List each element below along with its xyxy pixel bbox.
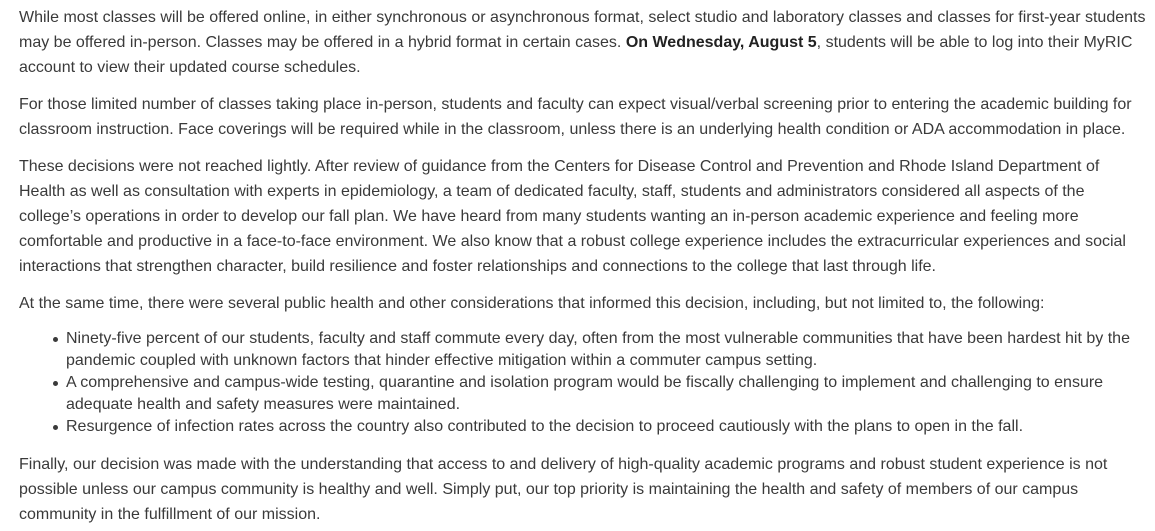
paragraph-text: While most classes will be offered online, in either synchronous or asynchronous format, select studio and laboratory classes and classes for first-year students may be offered in-person. Classes may be offered in a hybrid format in certain cases. [19,9,1146,51]
paragraph-decisions: These decisions were not reached lightly. After review of guidance from the Centers for Disease Control and Prevention and Rhode Island Department of Health as well as consultation with experts in epidemiology, a team of dedicated faculty, staff, students and administrators considered all aspects of the college’s operations in order to develop our fall plan. We have heard from many students wanting an in-person academic experience and feeling more comfortable and productive in a face-to-face environment. We also know that a robust college experience includes the extracurricular experiences and social interactions that strengthen character, build resilience and foster relationships and connections to the college that last through life. [19,158,1126,275]
paragraph-text: , students will be able to log into their MyRIC account to view their updated course schedules. [19,34,1133,76]
considerations-list [19,328,1147,438]
paragraph-considerations: At the same time, there were several public health and other considerations that informed this decision, including, but not limited to, the following: [19,295,1045,312]
date-highlight: On Wednesday, August 5 [625,34,817,51]
paragraph-course-format [19,5,1147,80]
paragraph-screening: For those limited number of classes taking place in-person, students and faculty can expect visual/verbal screening prior to entering the academic building for classroom instruction. Face coverings will be required while in the classroom, unless there is an underlying health condition or ADA accommodation in place. [19,96,1132,138]
list-item: Resurgence of infection rates across the country also contributed to the decision to proceed cautiously with the plans to open in the fall. [66,416,1147,438]
list-item: Ninety-five percent of our students, faculty and staff commute every day, often from the most vulnerable communities that have been hardest hit by the pandemic coupled with unknown factors that hinder effective mitigation within a commuter campus setting. [66,328,1147,372]
paragraph-conclusion: Finally, our decision was made with the understanding that access to and delivery of high-quality academic programs and robust student experience is not possible unless our campus community is healthy and well. Simply put, our top priority is maintaining the health and safety of members of our campus community in the fulfillment of our mission. [19,456,1108,523]
list-item: A comprehensive and campus-wide testing, quarantine and isolation program would be fiscally challenging to implement and challenging to ensure adequate health and safety measures were maintained. [66,372,1147,416]
